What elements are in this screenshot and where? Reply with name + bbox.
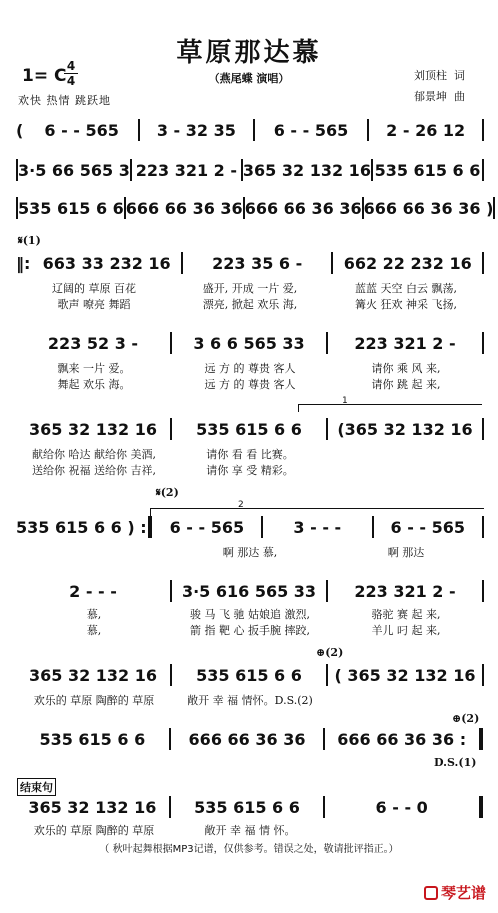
measure: 3 6 6 565 33 — [193, 333, 305, 353]
lyric-line: 啊 那达 慕, 啊 那达 — [222, 546, 425, 559]
measure: 223 52 3 - — [47, 333, 139, 353]
measure: 3·5 616 565 33 — [181, 581, 317, 601]
measure: 3 - - - — [293, 517, 342, 537]
staff-row-5 — [16, 328, 484, 358]
staff-row-11 — [16, 792, 484, 822]
measure: 535 615 6 6 — [196, 419, 302, 439]
ds-mark: D.S.(1) — [434, 756, 477, 769]
measure: 6 - - 565 — [169, 517, 245, 537]
staff-row-9 — [16, 660, 484, 690]
segno-mark-1: 𝄋(1) — [18, 234, 41, 247]
measure: 223 35 6 - — [212, 253, 303, 273]
measure: 365 32 132 16 — [28, 797, 157, 817]
measure: 3 - 32 35 — [156, 120, 236, 140]
coda-mark-2: ⊕(2) — [452, 712, 480, 725]
measure: 666 66 36 36 — [244, 198, 362, 218]
measure: 365 32 132 16 — [28, 419, 158, 439]
measure: 365 32 132 16 — [28, 665, 158, 685]
measure: 223 321 2 - — [354, 581, 456, 601]
lyricist-credit: 刘顶柱 词 — [414, 69, 465, 82]
lyric-line: 辽阔的 草原 百花 盛开, 开成 一片 爱, 蓝蓝 天空 白云 飘荡, — [52, 282, 457, 295]
volta-number-2: 2 — [238, 500, 244, 510]
staff-row-7 — [16, 512, 484, 542]
lyric-line: 慕, 骏 马 飞 驰 姑娘追 激烈, 骆驼 赛 起 来, — [86, 608, 441, 621]
lyric-line: 献给你 哈达 献给你 美酒, 请你 看 看 比赛。 — [32, 448, 294, 461]
key-signature: 1= C — [22, 66, 67, 86]
measure: 666 66 36 36 ) — [363, 198, 494, 218]
brand-name: 琴艺谱 — [440, 884, 486, 902]
tempo-mood: 欢快 热情 跳跃地 — [18, 94, 111, 107]
measure: 535 615 6 6 — [18, 198, 124, 218]
lyric-line: 飘来 一片 爱。 远 方 的 尊贵 客人 请你 乘 风 来, — [57, 362, 441, 375]
staff-row-3 — [16, 193, 494, 223]
lyric-line: 欢乐的 草原 陶醉的 草原 敞开 幸 福 情 怀。 — [33, 824, 296, 837]
brand-icon — [424, 886, 438, 900]
measure: 6 - - 565 — [44, 120, 119, 140]
transcriber-note: （ 秋叶起舞根据MP3记谱，仅供参考。错误之处，敬请批评指正。） — [99, 844, 399, 855]
staff-row-4 — [16, 248, 484, 278]
measure: 666 66 36 36 : — [337, 729, 467, 749]
measure: (365 32 132 16 — [337, 419, 473, 439]
lyric-line: 慕, 箭 指 靶 心 扳手腕 摔跤, 羊儿 叼 起 来, — [86, 624, 441, 637]
lyric-line: 送给你 祝福 送给你 吉祥, 请你 享 受 精彩。 — [32, 464, 294, 477]
measure: 535 615 6 6 — [196, 665, 302, 685]
time-denominator: 4 — [66, 74, 76, 88]
measure: 6 - - 0 — [375, 797, 428, 817]
staff-row-2 — [16, 155, 484, 185]
ending-label: 结束句 — [17, 778, 56, 796]
brand-logo[interactable] — [424, 882, 486, 903]
lyric-line: 舞起 欢乐 海。 远 方 的 尊贵 客人 请你 跳 起 来, — [57, 378, 441, 391]
measure: 3·5 66 565 3 — [18, 160, 130, 180]
measure: 535 615 6 6 ) : — [16, 517, 147, 537]
measure: 535 615 6 6 — [194, 797, 300, 817]
measure: 6 - - 565 — [273, 120, 349, 140]
staff-row-6 — [16, 414, 484, 444]
composer-credit: 郁景坤 曲 — [414, 90, 465, 103]
measure: ( 365 32 132 16 — [334, 665, 476, 685]
measure: 663 33 232 16 — [42, 253, 171, 273]
song-title: 草原那达慕 — [176, 38, 322, 68]
singer-credit: （燕尾蝶 演唱） — [208, 72, 290, 85]
segno-mark-2: 𝄋(2) — [156, 486, 179, 499]
measure: 535 615 6 6 — [39, 729, 146, 749]
time-numerator: 4 — [64, 60, 78, 74]
volta-bracket-1 — [298, 404, 482, 412]
measure: 2 - 26 12 — [386, 120, 466, 140]
measure: 666 66 36 36 — [125, 198, 243, 218]
repeat-open: ( — [16, 120, 24, 140]
measure: 223 321 2 - — [135, 160, 238, 180]
measure: 365 32 132 16 — [242, 160, 371, 180]
lyric-line: 欢乐的 草原 陶醉的 草原 敞开 幸 福 情怀。D.S.(2) — [33, 694, 313, 707]
staff-row-1 — [16, 115, 484, 145]
measure: 662 22 232 16 — [343, 253, 472, 273]
measure: 6 - - 565 — [390, 517, 466, 537]
repeat-start: ‖: — [16, 253, 31, 273]
coda-mark-1: ⊕(2) — [316, 646, 344, 659]
staff-row-8 — [16, 576, 484, 606]
staff-row-10 — [16, 724, 484, 754]
lyric-line: 歌声 嘹亮 舞蹈 漂亮, 掀起 欢乐 海, 篝火 狂欢 神采 飞扬, — [57, 298, 457, 311]
measure: 2 - - - — [69, 581, 117, 601]
measure: 666 66 36 36 — [188, 729, 306, 749]
measure: 535 615 6 6 — [374, 160, 481, 180]
measure: 223 321 2 - — [354, 333, 456, 353]
volta-number-1: 1 — [342, 396, 348, 406]
